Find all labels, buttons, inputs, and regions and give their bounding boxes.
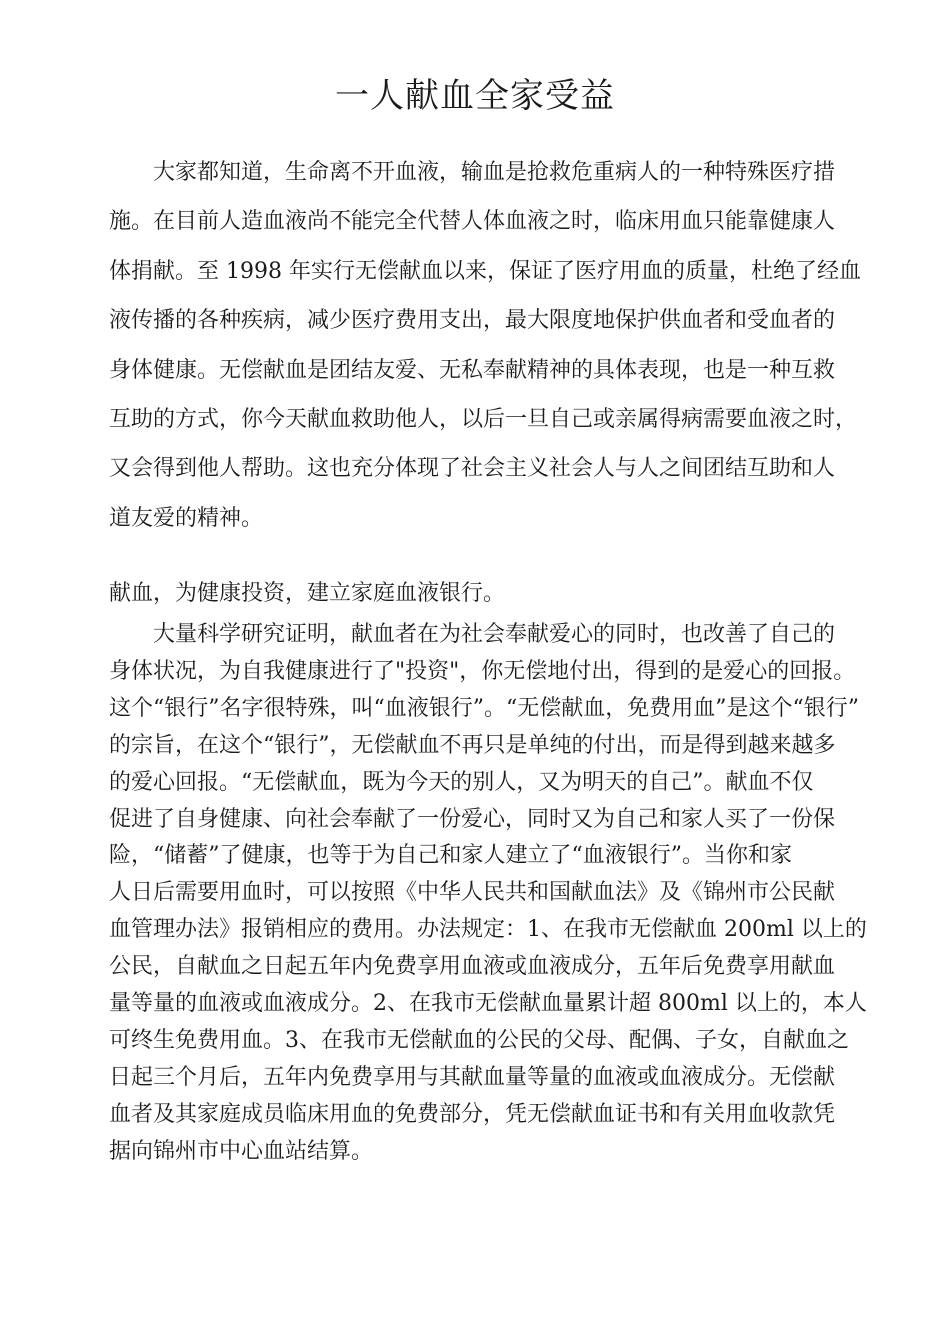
paragraph-line: 互助的方式，你今天献血救助他人，以后一旦自己或亲属得病需要血液之时， (109, 407, 858, 433)
paragraph-line: 血管理办法》报销相应的费用。办法规定：1、在我市无偿献血 200ml 以上的 (109, 917, 867, 943)
paragraph-line: 这个“银行”名字很特殊，叫“血液银行”。“无偿献血，免费用血”是这个“银行” (109, 695, 859, 721)
paragraph-line: 险，“储蓄”了健康，也等于为自己和家人建立了“血液银行”。当你和家 (109, 843, 792, 869)
paragraph-intro (109, 148, 869, 543)
paragraph-line: 体捐献。至 1998 年实行无偿献血以来，保证了医疗用血的质量，杜绝了经血 (109, 258, 861, 284)
paragraph-line: 又会得到他人帮助。这也充分体现了社会主义社会人与人之间团结互助和人 (109, 456, 836, 482)
paragraph-line: 促进了自身健康、向社会奉献了一份爱心，同时又为自己和家人买了一份保 (109, 806, 836, 832)
paragraph-line: 据向锦州市中心血站结算。 (109, 1138, 374, 1164)
paragraph-line: 大量科学研究证明，献血者在为社会奉献爱心的同时，也改善了自己的 (153, 622, 836, 647)
paragraph-line: 可终生免费用血。3、在我市无偿献血的公民的父母、配偶、子女，自献血之 (109, 1027, 849, 1053)
paragraph-line: 量等量的血液或血液成分。2、在我市无偿献血量累计超 800ml 以上的，本人 (109, 991, 867, 1017)
paragraph-line: 液传播的各种疾病，减少医疗费用支出，最大限度地保护供血者和受血者的 (109, 308, 836, 334)
paragraph-line: 身体健康。无偿献血是团结友爱、无私奉献精神的具体表现，也是一种互救 (109, 357, 836, 383)
paragraph-line: 的宗旨，在这个“银行”，无偿献血不再只是单纯的付出，而是得到越来越多 (109, 732, 836, 758)
document-title: 一人献血全家受益 (335, 76, 615, 116)
paragraph-line: 身体状况，为自我健康进行了"投资"，你无偿地付出，得到的是爱心的回报。 (109, 658, 856, 684)
paragraph-line: 施。在目前人造血液尚不能完全代替人体血液之时，临床用血只能靠健康人 (109, 209, 836, 235)
paragraph-line: 的爱心回报。“无偿献血，既为今天的别人，又为明天的自己”。献血不仅 (109, 769, 814, 795)
section-heading: 献血，为健康投资，建立家庭血液银行。 (109, 581, 506, 606)
paragraph-line: 道友爱的精神。 (109, 505, 264, 531)
paragraph-line: 公民，自献血之日起五年内免费享用血液或血液成分，五年后免费享用献血 (109, 954, 836, 980)
paragraph-line: 人日后需要用血时，可以按照《中华人民共和国献血法》及《锦州市公民献 (109, 880, 836, 906)
paragraph-line: 大家都知道，生命离不开血液，输血是抢救危重病人的一种特殊医疗措 (153, 160, 836, 185)
paragraph-blood-bank (109, 617, 869, 1171)
paragraph-line: 日起三个月后，五年内免费享用与其献血量等量的血液或血液成分。无偿献 (109, 1064, 836, 1090)
paragraph-line: 血者及其家庭成员临床用血的免费部分，凭无偿献血证书和有关用血收款凭 (109, 1101, 836, 1127)
